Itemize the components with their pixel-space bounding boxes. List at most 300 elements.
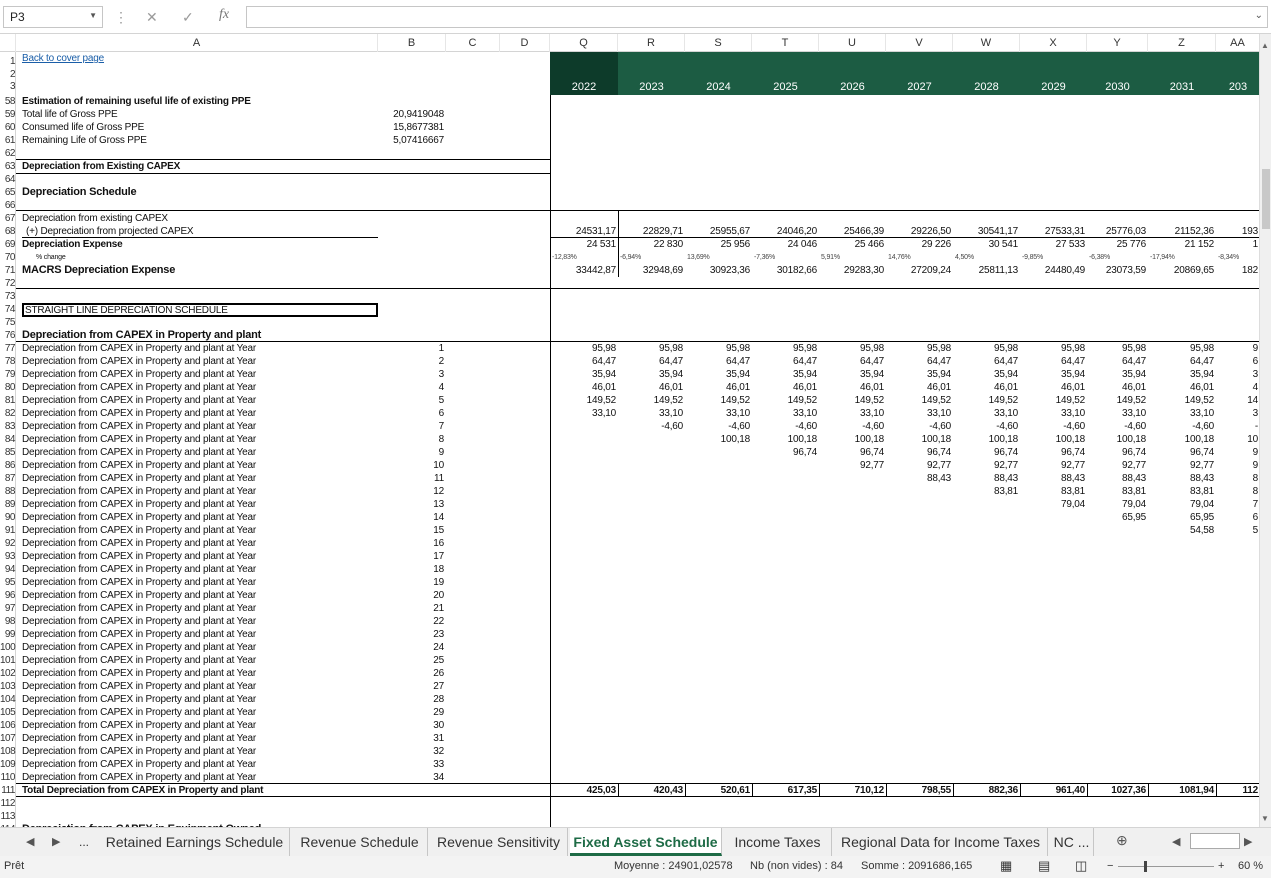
year-row-value[interactable]: 64,47	[1189, 356, 1214, 367]
year-row-value[interactable]: 92,77	[1060, 460, 1085, 471]
pct-change-value[interactable]: -17,94%	[1150, 254, 1175, 261]
year-row-value[interactable]: 8	[1252, 473, 1258, 484]
year-row-value[interactable]: 149,52	[586, 395, 616, 406]
year-row-value[interactable]	[685, 524, 750, 537]
year-row-value[interactable]	[550, 459, 616, 472]
row-header[interactable]: 100	[0, 642, 16, 653]
year-row-number[interactable]: 20	[433, 590, 444, 601]
year-row-value[interactable]	[1020, 524, 1085, 537]
dep-expense-value[interactable]: 24 046	[787, 239, 817, 250]
total-value[interactable]: 617,35	[787, 785, 817, 796]
name-box[interactable]	[3, 6, 103, 28]
column-header-row-header[interactable]	[0, 34, 16, 52]
year-row-number[interactable]: 17	[433, 551, 444, 562]
macrs-value[interactable]: 24480,49	[1044, 265, 1085, 276]
year-row-number[interactable]: 14	[433, 512, 444, 523]
zoom-in-icon[interactable]: +	[1218, 860, 1225, 872]
year-row-value[interactable]: 88,43	[926, 473, 951, 484]
year-row-value[interactable]: 46,01	[926, 382, 951, 393]
year-row-value[interactable]: 92,77	[859, 460, 884, 471]
year-row-value[interactable]: 149,52	[1184, 395, 1214, 406]
year-row-value[interactable]: 96,74	[859, 447, 884, 458]
row-header[interactable]: 105	[0, 707, 16, 718]
year-row-number[interactable]: 6	[438, 408, 444, 419]
year-row-value[interactable]: 46,01	[1060, 382, 1085, 393]
row-header[interactable]: 70	[4, 252, 15, 263]
year-row-value[interactable]: 65,95	[1121, 512, 1146, 523]
chevron-down-icon[interactable]: ▼	[89, 11, 97, 20]
macrs-value[interactable]: 32948,69	[642, 265, 683, 276]
row-header[interactable]: 66	[4, 200, 15, 211]
year-row-value[interactable]: 33,10	[993, 408, 1018, 419]
year-row-value[interactable]: 96,74	[1189, 447, 1214, 458]
year-row-value[interactable]: 46,01	[1189, 382, 1214, 393]
year-row-value[interactable]: 92,77	[1121, 460, 1146, 471]
year-row-value[interactable]	[618, 524, 683, 537]
year-row-value[interactable]: 33,10	[1060, 408, 1085, 419]
macrs-value[interactable]: 29283,30	[843, 265, 884, 276]
year-row-value[interactable]: 6	[1252, 512, 1258, 523]
year-row-value[interactable]	[886, 511, 951, 524]
year-row-value[interactable]: 79,04	[1060, 499, 1085, 510]
year-row-value[interactable]	[618, 511, 683, 524]
year-row-value[interactable]: 6	[1252, 356, 1258, 367]
year-row-value[interactable]: 95,98	[591, 343, 616, 354]
year-row-number[interactable]: 1	[438, 343, 444, 354]
year-row-value[interactable]: 64,47	[1060, 356, 1085, 367]
year-row-number[interactable]: 23	[433, 629, 444, 640]
year-row-value[interactable]: 35,94	[1121, 369, 1146, 380]
scroll-thumb[interactable]	[1262, 169, 1270, 229]
year-row-value[interactable]: 64,47	[792, 356, 817, 367]
year-row-value[interactable]: 33,10	[591, 408, 616, 419]
year-row-number[interactable]: 5	[438, 395, 444, 406]
year-row-number[interactable]: 9	[438, 447, 444, 458]
year-row-value[interactable]: 64,47	[1121, 356, 1146, 367]
existing-capex-value[interactable]: 21152,36	[1174, 226, 1214, 237]
year-row-value[interactable]	[685, 446, 750, 459]
existing-capex-value[interactable]: 29226,50	[910, 226, 951, 237]
year-row-value[interactable]: 95,98	[993, 343, 1018, 354]
pct-change-value[interactable]: 14,76%	[888, 254, 911, 261]
year-row-value[interactable]	[618, 459, 683, 472]
year-row-number[interactable]: 4	[438, 382, 444, 393]
dep-expense-value[interactable]: 29 226	[921, 239, 951, 250]
row-header[interactable]: 80	[4, 382, 15, 393]
dep-expense-value[interactable]: 25 776	[1116, 239, 1146, 250]
year-row-value[interactable]	[886, 498, 951, 511]
dep-expense-value[interactable]: 24 531	[586, 239, 616, 250]
year-row-number[interactable]: 16	[433, 538, 444, 549]
year-row-value[interactable]: 92,77	[1189, 460, 1214, 471]
row-header[interactable]: 109	[0, 759, 16, 770]
year-row-number[interactable]: 13	[433, 499, 444, 510]
row-header[interactable]: 108	[0, 746, 16, 757]
year-row-value[interactable]: 46,01	[658, 382, 683, 393]
hscroll-right-icon[interactable]: ▶	[1244, 836, 1253, 848]
year-row-value[interactable]: 35,94	[859, 369, 884, 380]
year-row-value[interactable]: 35,94	[658, 369, 683, 380]
year-row-value[interactable]: 88,43	[1060, 473, 1085, 484]
zoom-slider-thumb[interactable]	[1144, 861, 1147, 872]
year-row-number[interactable]: 3	[438, 369, 444, 380]
year-row-value[interactable]: -4,60	[728, 421, 750, 432]
year-row-value[interactable]: 35,94	[993, 369, 1018, 380]
total-value[interactable]: 420,43	[653, 785, 683, 796]
page-layout-icon[interactable]: ▤	[1038, 858, 1051, 873]
year-row-value[interactable]: 95,98	[926, 343, 951, 354]
row-header[interactable]: 99	[4, 629, 15, 640]
year-row-value[interactable]	[752, 498, 817, 511]
year-row-number[interactable]: 21	[433, 603, 444, 614]
column-header-aa[interactable]: AA	[1216, 34, 1260, 52]
year-row-value[interactable]: 92,77	[926, 460, 951, 471]
year-row-number[interactable]: 12	[433, 486, 444, 497]
year-row-value[interactable]	[752, 485, 817, 498]
row-header[interactable]: 111	[1, 785, 15, 796]
macrs-value[interactable]: 33442,87	[575, 265, 616, 276]
year-row-number[interactable]: 26	[433, 668, 444, 679]
total-value[interactable]: 520,61	[720, 785, 750, 796]
year-row-value[interactable]: 149,52	[1055, 395, 1085, 406]
year-row-value[interactable]: 83,81	[1121, 486, 1146, 497]
year-row-value[interactable]: 65,95	[1189, 512, 1214, 523]
year-row-value[interactable]: 95,98	[792, 343, 817, 354]
year-row-value[interactable]: 35,94	[1189, 369, 1214, 380]
year-row-value[interactable]: 35,94	[725, 369, 750, 380]
pct-change-value[interactable]: -12,83%	[552, 254, 577, 261]
existing-capex-value[interactable]: 193	[1241, 226, 1258, 237]
year-row-value[interactable]	[752, 472, 817, 485]
row-header[interactable]: 106	[0, 720, 16, 731]
year-row-value[interactable]: -4,60	[996, 421, 1018, 432]
year-row-value[interactable]: 79,04	[1189, 499, 1214, 510]
row-header[interactable]: 93	[4, 551, 15, 562]
year-row-number[interactable]: 15	[433, 525, 444, 536]
pct-change-value[interactable]: -7,36%	[754, 254, 775, 261]
row-header[interactable]: 89	[4, 499, 15, 510]
row-header[interactable]: 67	[4, 213, 15, 224]
row-header[interactable]: 61	[4, 135, 15, 146]
row-header[interactable]: 3	[9, 81, 15, 92]
year-row-value[interactable]	[819, 485, 884, 498]
row-header[interactable]: 91	[4, 525, 15, 536]
year-row-value[interactable]	[752, 511, 817, 524]
total-value[interactable]: 798,55	[921, 785, 951, 796]
total-value[interactable]: 882,36	[988, 785, 1018, 796]
year-row-value[interactable]: 3	[1252, 408, 1258, 419]
row-header[interactable]: 85	[4, 447, 15, 458]
expand-formula-icon[interactable]: ⌄	[1254, 10, 1263, 21]
back-to-cover-link[interactable]: Back to cover page	[22, 53, 105, 64]
add-sheet-icon[interactable]: ⊕	[1116, 832, 1128, 848]
year-row-value[interactable]: 46,01	[792, 382, 817, 393]
horizontal-scrollbar[interactable]	[1190, 833, 1240, 849]
year-row-value[interactable]: 149,52	[787, 395, 817, 406]
dep-expense-value[interactable]: 25 956	[720, 239, 750, 250]
dep-expense-value[interactable]: 22 830	[653, 239, 683, 250]
year-row-value[interactable]: 33,10	[725, 408, 750, 419]
year-row-value[interactable]: 149,52	[653, 395, 683, 406]
year-row-value[interactable]	[752, 524, 817, 537]
row-header[interactable]: 96	[4, 590, 15, 601]
year-row-value[interactable]: 96,74	[926, 447, 951, 458]
year-row-value[interactable]	[1087, 524, 1146, 537]
year-row-number[interactable]: 22	[433, 616, 444, 627]
macrs-value[interactable]: 30182,66	[776, 265, 817, 276]
row-header[interactable]: 92	[4, 538, 15, 549]
year-row-value[interactable]: -4,60	[795, 421, 817, 432]
year-row-value[interactable]	[550, 433, 616, 446]
column-header-w[interactable]: W	[953, 34, 1020, 52]
year-row-value[interactable]: 64,47	[926, 356, 951, 367]
pct-change-value[interactable]: 4,50%	[955, 254, 974, 261]
macrs-value[interactable]: 20869,65	[1173, 265, 1214, 276]
vertical-scrollbar[interactable]	[1259, 34, 1271, 827]
year-row-value[interactable]: 92,77	[993, 460, 1018, 471]
row-header[interactable]: 95	[4, 577, 15, 588]
pct-change-value[interactable]: -6,38%	[1089, 254, 1110, 261]
year-row-number[interactable]: 19	[433, 577, 444, 588]
column-header-y[interactable]: Y	[1087, 34, 1148, 52]
row-header[interactable]: 110	[0, 772, 15, 783]
macrs-value[interactable]: 30923,36	[709, 265, 750, 276]
scroll-up-icon[interactable]: ▲	[1261, 41, 1269, 50]
year-row-value[interactable]	[618, 446, 683, 459]
tab-regional-data-for-income-taxes[interactable]: Regional Data for Income Taxes	[834, 828, 1048, 856]
year-row-value[interactable]: 9	[1252, 343, 1258, 354]
row-header[interactable]: 102	[0, 668, 16, 679]
row-header[interactable]: 78	[4, 356, 15, 367]
existing-capex-value[interactable]: 30541,17	[977, 226, 1018, 237]
year-row-number[interactable]: 33	[433, 759, 444, 770]
column-header-a[interactable]: A	[16, 34, 378, 52]
zoom-slider[interactable]	[1118, 866, 1214, 867]
year-row-value[interactable]: 83,81	[993, 486, 1018, 497]
year-row-value[interactable]: -4,60	[661, 421, 683, 432]
year-row-value[interactable]	[953, 524, 1018, 537]
year-row-number[interactable]: 24	[433, 642, 444, 653]
year-row-value[interactable]: 35,94	[1060, 369, 1085, 380]
existing-capex-value[interactable]: 25776,03	[1105, 226, 1146, 237]
year-row-number[interactable]: 29	[433, 707, 444, 718]
row-header[interactable]: 98	[4, 616, 15, 627]
row-header[interactable]: 79	[4, 369, 15, 380]
existing-capex-value[interactable]: 27533,31	[1044, 226, 1085, 237]
year-row-value[interactable]	[550, 485, 616, 498]
year-row-value[interactable]	[550, 446, 616, 459]
row-header[interactable]: 94	[4, 564, 15, 575]
column-header-t[interactable]: T	[752, 34, 819, 52]
fx-icon[interactable]: fx	[219, 7, 230, 22]
total-value[interactable]: 1027,36	[1111, 785, 1146, 796]
dep-expense-value[interactable]: 30 541	[988, 239, 1018, 250]
year-row-number[interactable]: 30	[433, 720, 444, 731]
column-header-s[interactable]: S	[685, 34, 752, 52]
year-row-value[interactable]: -4,60	[929, 421, 951, 432]
year-row-value[interactable]	[953, 498, 1018, 511]
existing-capex-value[interactable]: 25955,67	[709, 226, 750, 237]
year-row-value[interactable]	[550, 472, 616, 485]
row-header[interactable]: 107	[0, 733, 16, 744]
year-row-value[interactable]: 96,74	[1060, 447, 1085, 458]
year-row-value[interactable]: 46,01	[1121, 382, 1146, 393]
year-row-value[interactable]: 100,18	[854, 434, 884, 445]
year-row-value[interactable]	[819, 498, 884, 511]
year-row-value[interactable]	[550, 420, 616, 433]
row-header[interactable]: 72	[4, 278, 15, 289]
year-row-value[interactable]: 33,10	[859, 408, 884, 419]
row-header[interactable]: 74	[4, 304, 15, 315]
year-row-value[interactable]	[819, 511, 884, 524]
year-row-value[interactable]: 88,43	[1121, 473, 1146, 484]
row-header[interactable]: 62	[4, 148, 15, 159]
year-row-value[interactable]: 33,10	[926, 408, 951, 419]
year-row-value[interactable]: 33,10	[1121, 408, 1146, 419]
year-row-value[interactable]: 54,58	[1189, 525, 1214, 536]
column-header-q[interactable]: Q	[550, 34, 618, 52]
year-row-value[interactable]	[685, 472, 750, 485]
year-row-value[interactable]: -4,60	[1192, 421, 1214, 432]
year-row-value[interactable]	[752, 459, 817, 472]
column-header-c[interactable]: C	[446, 34, 500, 52]
year-row-value[interactable]	[685, 485, 750, 498]
column-header-b[interactable]: B	[378, 34, 446, 52]
year-row-value[interactable]: -4,60	[1063, 421, 1085, 432]
year-row-value[interactable]: 95,98	[1121, 343, 1146, 354]
row-header[interactable]: 73	[4, 291, 15, 302]
year-row-value[interactable]	[953, 511, 1018, 524]
normal-view-icon[interactable]: ▦	[1000, 858, 1013, 873]
year-row-value[interactable]	[685, 511, 750, 524]
total-value[interactable]: 1081,94	[1179, 785, 1214, 796]
row-header[interactable]: 104	[0, 694, 16, 705]
row-header[interactable]: 75	[4, 317, 15, 328]
year-row-value[interactable]: -	[1254, 421, 1258, 432]
row-header[interactable]: 101	[0, 655, 16, 666]
year-row-value[interactable]: 95,98	[859, 343, 884, 354]
year-row-value[interactable]: 149,52	[988, 395, 1018, 406]
year-row-value[interactable]: 7	[1252, 499, 1258, 510]
year-row-number[interactable]: 18	[433, 564, 444, 575]
year-row-value[interactable]: 96,74	[792, 447, 817, 458]
year-row-value[interactable]	[618, 485, 683, 498]
year-row-value[interactable]: 149,52	[1116, 395, 1146, 406]
year-row-value[interactable]: 3	[1252, 369, 1258, 380]
column-header-v[interactable]: V	[886, 34, 953, 52]
year-row-value[interactable]	[685, 459, 750, 472]
year-row-value[interactable]: 88,43	[1189, 473, 1214, 484]
year-row-value[interactable]: 9	[1252, 447, 1258, 458]
year-row-value[interactable]: 64,47	[658, 356, 683, 367]
year-row-number[interactable]: 8	[438, 434, 444, 445]
row-header[interactable]: 59	[4, 109, 15, 120]
row-header[interactable]: 86	[4, 460, 15, 471]
year-row-value[interactable]: 33,10	[792, 408, 817, 419]
zoom-out-icon[interactable]: −	[1107, 860, 1114, 872]
year-row-value[interactable]: 64,47	[725, 356, 750, 367]
column-header-d[interactable]: D	[500, 34, 550, 52]
year-row-value[interactable]: 96,74	[1121, 447, 1146, 458]
scroll-down-icon[interactable]: ▼	[1261, 814, 1269, 823]
year-row-value[interactable]: 100,18	[1116, 434, 1146, 445]
year-row-value[interactable]: 100,18	[787, 434, 817, 445]
year-row-value[interactable]: 35,94	[591, 369, 616, 380]
year-row-value[interactable]	[550, 524, 616, 537]
year-row-value[interactable]	[618, 498, 683, 511]
year-row-value[interactable]	[685, 498, 750, 511]
confirm-icon[interactable]: ✓	[182, 9, 194, 25]
page-break-icon[interactable]: ◫	[1075, 858, 1088, 873]
dep-expense-value[interactable]: 21 152	[1184, 239, 1214, 250]
year-row-value[interactable]: 14	[1247, 395, 1258, 406]
row-header[interactable]: 1	[9, 56, 15, 67]
macrs-value[interactable]: 25811,13	[978, 265, 1018, 276]
year-row-value[interactable]: 33,10	[658, 408, 683, 419]
year-row-value[interactable]: 149,52	[921, 395, 951, 406]
tab-nc[interactable]: NC ...	[1050, 828, 1094, 856]
year-row-value[interactable]: 100,18	[988, 434, 1018, 445]
pct-change-value[interactable]: 13,69%	[687, 254, 710, 261]
tab-overflow[interactable]: ...	[78, 835, 89, 849]
column-header-x[interactable]: X	[1020, 34, 1087, 52]
row-header[interactable]: 2	[9, 68, 15, 80]
year-row-value[interactable]: 95,98	[725, 343, 750, 354]
macrs-value[interactable]: 23073,59	[1105, 265, 1146, 276]
total-value[interactable]: 710,12	[854, 785, 884, 796]
year-row-value[interactable]: 79,04	[1121, 499, 1146, 510]
year-row-value[interactable]: 100,18	[1184, 434, 1214, 445]
macrs-value[interactable]: 182	[1241, 265, 1258, 276]
row-header[interactable]: 69	[4, 239, 15, 250]
year-row-value[interactable]: 64,47	[591, 356, 616, 367]
year-row-number[interactable]: 28	[433, 694, 444, 705]
pct-change-value[interactable]: -9,85%	[1022, 254, 1043, 261]
year-row-value[interactable]: 8	[1252, 486, 1258, 497]
tab-income-taxes[interactable]: Income Taxes	[724, 828, 832, 856]
year-row-value[interactable]: 5	[1252, 525, 1258, 536]
year-row-value[interactable]: 35,94	[926, 369, 951, 380]
row-header[interactable]: 112	[0, 798, 15, 809]
row-header[interactable]: 87	[4, 473, 15, 484]
year-row-value[interactable]: 149,52	[720, 395, 750, 406]
row-header[interactable]: 64	[4, 174, 15, 185]
year-row-value[interactable]	[618, 433, 683, 446]
year-row-value[interactable]	[886, 485, 951, 498]
row-header[interactable]: 113	[0, 811, 15, 822]
existing-capex-value[interactable]: 24046,20	[776, 226, 817, 237]
year-row-value[interactable]: 10	[1247, 434, 1258, 445]
year-row-value[interactable]: 100,18	[921, 434, 951, 445]
year-row-value[interactable]	[819, 524, 884, 537]
total-value[interactable]: 112	[1242, 785, 1258, 796]
year-row-value[interactable]	[819, 472, 884, 485]
year-row-value[interactable]	[886, 524, 951, 537]
year-row-value[interactable]: -4,60	[862, 421, 884, 432]
row-header[interactable]: 103	[0, 681, 16, 692]
macrs-value[interactable]: 27209,24	[910, 265, 951, 276]
year-row-number[interactable]: 32	[433, 746, 444, 757]
year-row-value[interactable]	[550, 498, 616, 511]
ppe-value[interactable]: 5,07416667	[393, 135, 444, 146]
year-row-value[interactable]: 33,10	[1189, 408, 1214, 419]
row-header[interactable]: 84	[4, 434, 15, 445]
year-row-number[interactable]: 2	[438, 356, 444, 367]
tab-revenue-schedule[interactable]: Revenue Schedule	[292, 828, 428, 856]
year-row-value[interactable]: 46,01	[591, 382, 616, 393]
year-row-value[interactable]: 100,18	[720, 434, 750, 445]
year-row-value[interactable]: 46,01	[993, 382, 1018, 393]
